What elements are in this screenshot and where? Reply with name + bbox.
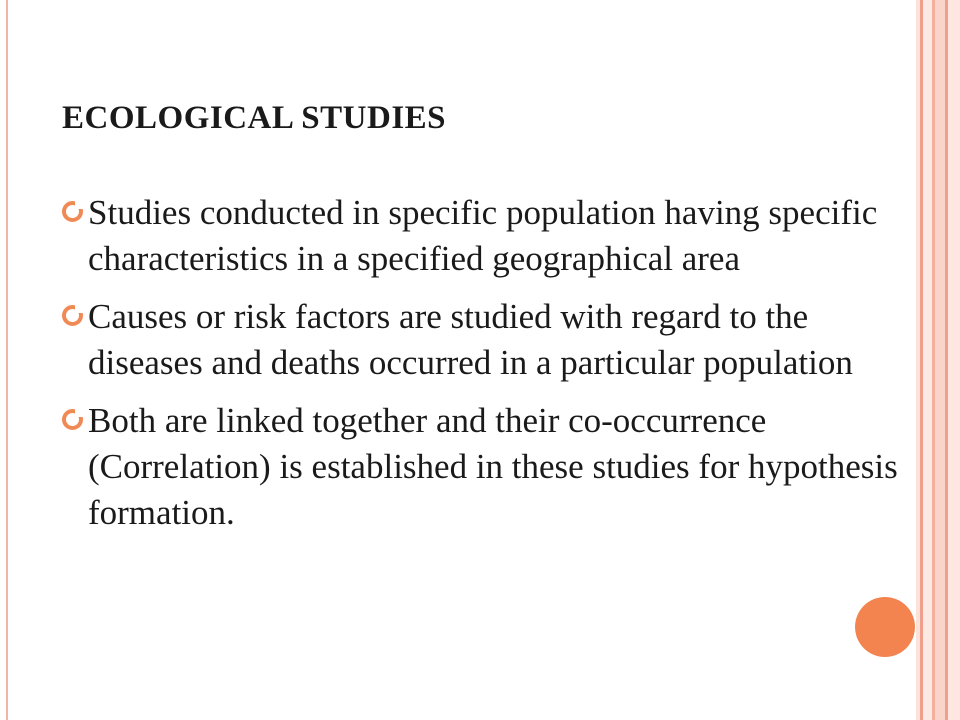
accent-circle [855, 597, 915, 657]
bullet-list [62, 190, 912, 548]
bullet-item [62, 294, 912, 386]
stripe [935, 0, 945, 720]
ring-bullet-icon [62, 201, 83, 222]
bullet-text: Both are linked together and their co-occurrence (Correlation) is established in these studies for hypothesis formation. [88, 401, 898, 532]
slide-title: ECOLOGICAL STUDIES [62, 100, 447, 136]
stripe [948, 0, 960, 720]
bullet-item [62, 190, 912, 282]
ring-bullet-icon [62, 305, 83, 326]
bullet-text: Studies conducted in specific population having specific characteristics in a specified geographical area [88, 193, 878, 278]
stripe [923, 0, 932, 720]
bullet-item [62, 398, 912, 536]
ring-bullet-icon [62, 409, 83, 430]
decorative-stripes [916, 0, 960, 720]
left-border-line [6, 0, 8, 720]
bullet-text: Causes or risk factors are studied with regard to the diseases and deaths occurred in a particular population [88, 297, 853, 382]
